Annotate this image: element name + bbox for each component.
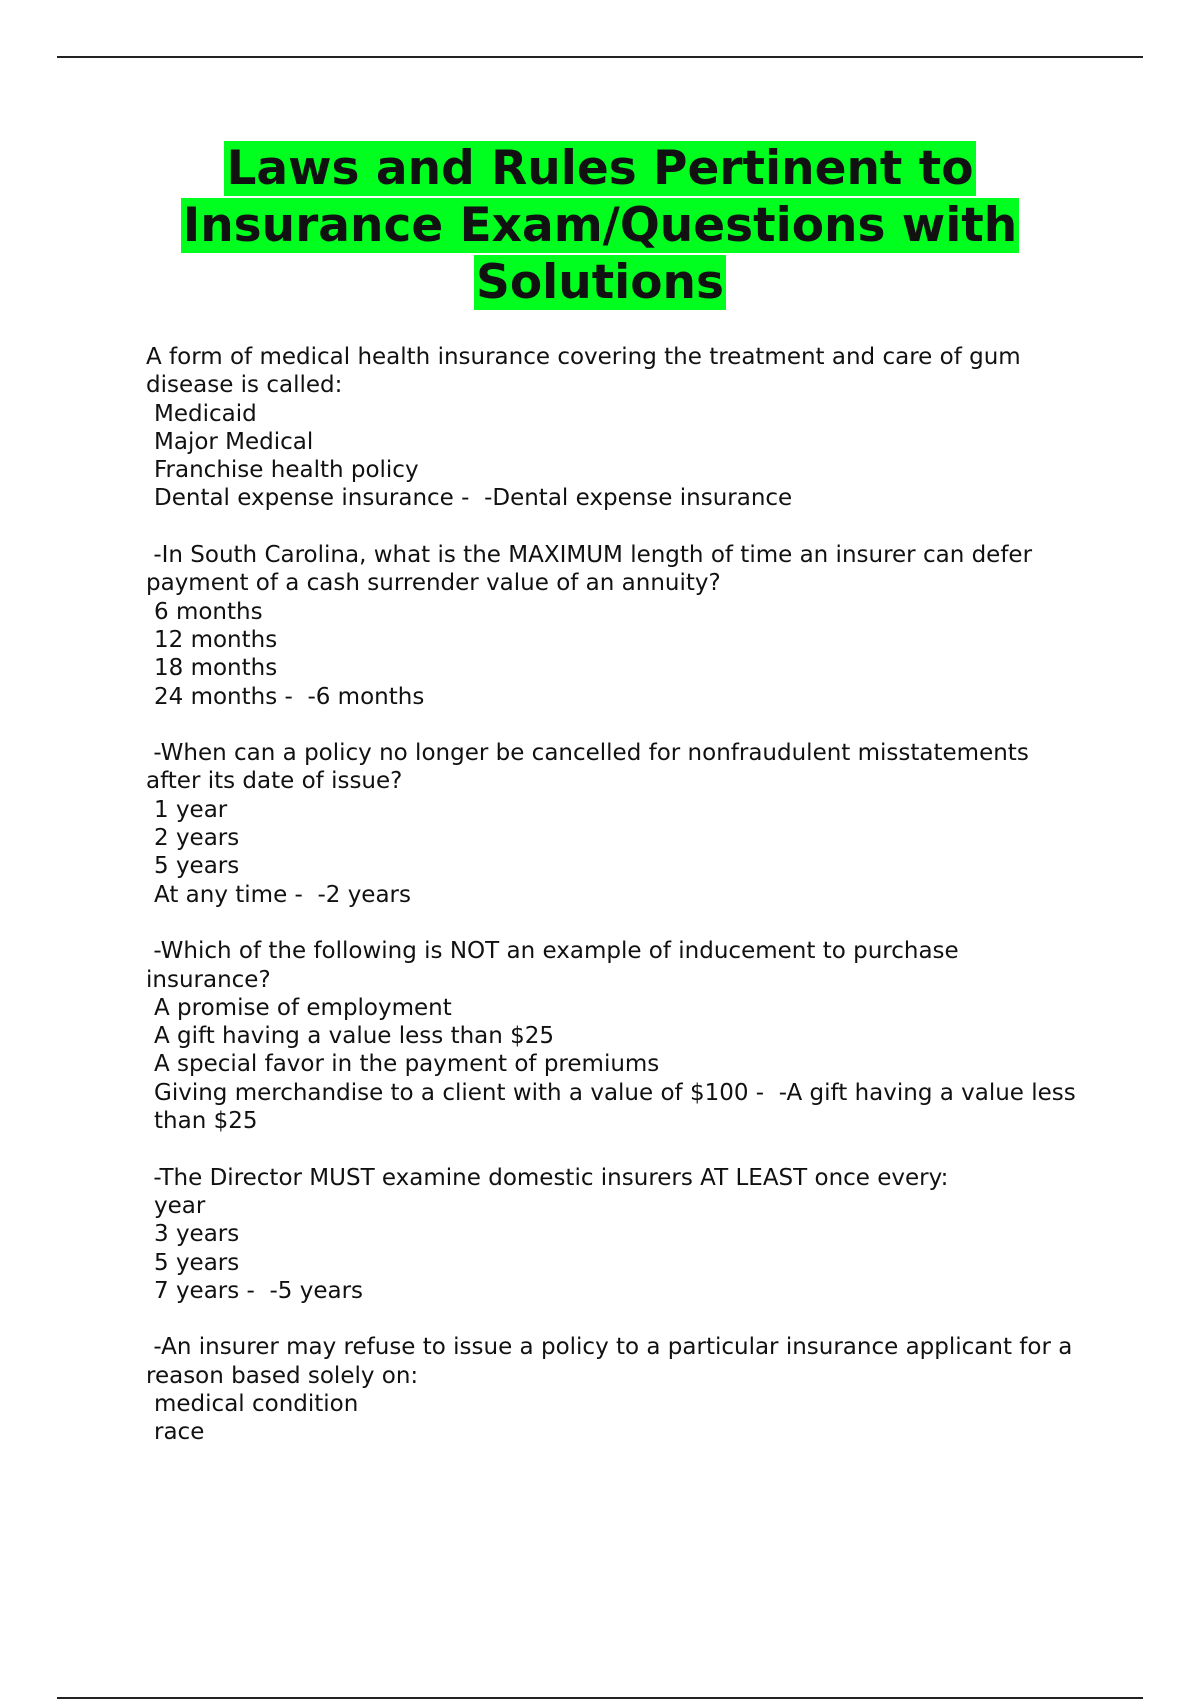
answer-option: year: [154, 1192, 206, 1219]
answer-option: 5 years: [154, 853, 240, 880]
answer-option: 3 years: [154, 1221, 240, 1248]
answer-option: 5 years: [154, 1249, 240, 1276]
title-line: Solutions: [475, 255, 724, 310]
question-text: -The Director MUST examine domestic insurers AT LEAST once every:: [146, 1164, 949, 1191]
answer-option: race: [154, 1419, 205, 1446]
question-text: -An insurer may refuse to issue a policy to a particular insurance applicant for a reason based solely on:: [146, 1334, 1080, 1389]
answer-option: A gift having a value less than $25: [154, 1023, 555, 1050]
answer-option: Dental expense insurance - -Dental expense insurance: [154, 485, 793, 512]
question-text: -Which of the following is NOT an example of inducement to purchase insurance?: [146, 938, 966, 993]
answer-option: 24 months - -6 months: [154, 683, 425, 710]
question-block: [146, 739, 1086, 909]
question-text: -In South Carolina, what is the MAXIMUM length of time an insurer can defer payment of a cash surrender value of an annuity?: [146, 542, 1040, 597]
question-text: -When can a policy no longer be cancelled for nonfraudulent misstatements after its date of issue?: [146, 740, 1037, 795]
answer-option: 12 months: [154, 626, 278, 653]
question-block: [146, 541, 1086, 711]
question-list: [146, 343, 1086, 1475]
document-title: [100, 140, 1100, 311]
question-block: [146, 1333, 1086, 1446]
answer-option: medical condition: [154, 1390, 359, 1417]
answer-option: 6 months: [154, 598, 263, 625]
answer-option: 1 year: [154, 796, 228, 823]
answer-option: At any time - -2 years: [154, 881, 411, 908]
answer-option: A promise of employment: [154, 994, 452, 1021]
title-line: Insurance Exam/Questions with: [182, 198, 1018, 253]
answer-option: Giving merchandise to a client with a value of $100 - -A gift having a value less than $25: [154, 1079, 1084, 1135]
answer-option: Medicaid: [154, 400, 257, 427]
answer-option: 2 years: [154, 825, 240, 852]
answer-option: Franchise health policy: [154, 457, 419, 484]
question-block: [146, 343, 1086, 513]
bottom-rule: [57, 1697, 1143, 1699]
question-text: A form of medical health insurance covering the treatment and care of gum disease is called:: [146, 344, 1028, 399]
answer-option: A special favor in the payment of premiums: [154, 1051, 660, 1078]
top-rule: [57, 56, 1143, 58]
title-line: Laws and Rules Pertinent to: [226, 141, 974, 196]
question-block: [146, 1164, 1086, 1305]
answer-option: 7 years - -5 years: [154, 1277, 364, 1304]
answer-option: 18 months: [154, 655, 278, 682]
answer-option: Major Medical: [154, 428, 314, 455]
question-block: [146, 937, 1086, 1135]
